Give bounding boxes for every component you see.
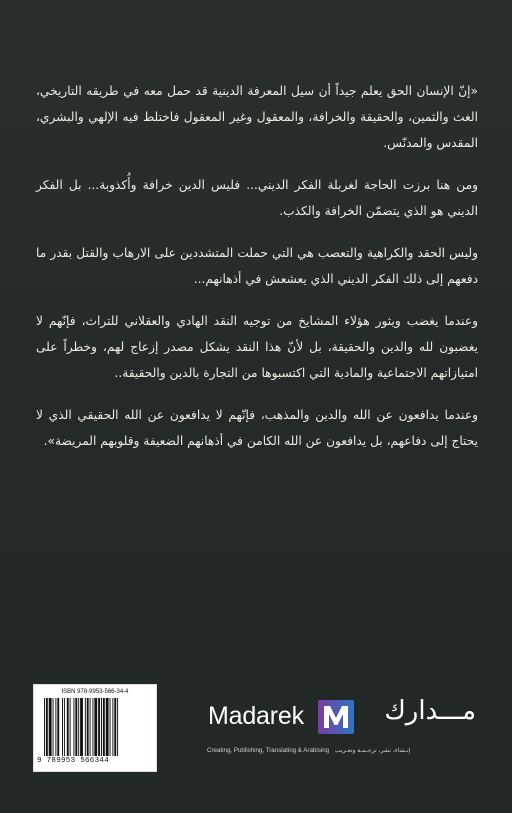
blurb-paragraph-5: وعندما يدافعون عن الله والدين والمذهب، فإنّهم لا يدافعون عن الله الحقيقي الذي لا يحتاج إلى دفاعهم، بل يدافعون عن الله الكامن في أذهانهم الضعيفة وقلوبهم المريضة». bbox=[36, 408, 478, 448]
publisher-name-ar: مـــدارك bbox=[384, 696, 476, 726]
tagline-en: Creating, Publishing, Translating & Arabising bbox=[207, 747, 330, 754]
barcode-bars bbox=[44, 698, 148, 756]
madarek-m-logo-icon bbox=[318, 700, 354, 734]
publisher-name-en: Madarek bbox=[208, 702, 304, 730]
tagline-ar: إنـشاء، نشر، ترجـمـة وتعـريب bbox=[334, 747, 411, 754]
barcode-digits: 9 789953 566344 bbox=[37, 757, 110, 765]
blurb-paragraph-2: ومن هنا برزت الحاجة لغربلة الفكر الديني... فليس الدين خرافة وأُكذوبة... بل الفكر الديني هو الذي يتضمّن الخرافة والكذب. bbox=[36, 178, 478, 218]
blurb-paragraph-1: «إنّ الإنسان الحق يعلم جيداً أن سيل المعرفة الدينية قد حمل معه في طريقه التاريخي، الغث والثمين، والحقيقة والخرافة، والمعقول وغير المعقول فاختلط فيه الإلهي والبشري، المقدس والمدنّس. bbox=[36, 84, 478, 150]
blurb-paragraph-3: وليس الحقد والكراهية والتعصب هي التي حملت المتشددين على الارهاب والقتل بقدر ما دفعهم إلى ذلك الفكر الديني الذي يعشعش في أذهانهم... bbox=[36, 246, 478, 286]
blurb-text bbox=[36, 78, 478, 470]
blurb-paragraph-4: وعندما يغضب ويثور هؤلاء المشايخ من توجيه النقد الهادي والعقلاني للتراث، فإنّهم لا يغضبون لله والدين والحقيقة، بل لأنّ هذا النقد يشكل مصدر إزعاج لهم، وخطراً على امتيازاتهم الاجتماعية والمادية التي اكتسبوها من التجارة بالدين والحقيقة.. bbox=[36, 314, 478, 380]
isbn-barcode bbox=[33, 684, 157, 772]
publisher-tagline bbox=[207, 747, 483, 754]
isbn-label: ISBN 978-9953-566-34-4 bbox=[61, 689, 129, 695]
